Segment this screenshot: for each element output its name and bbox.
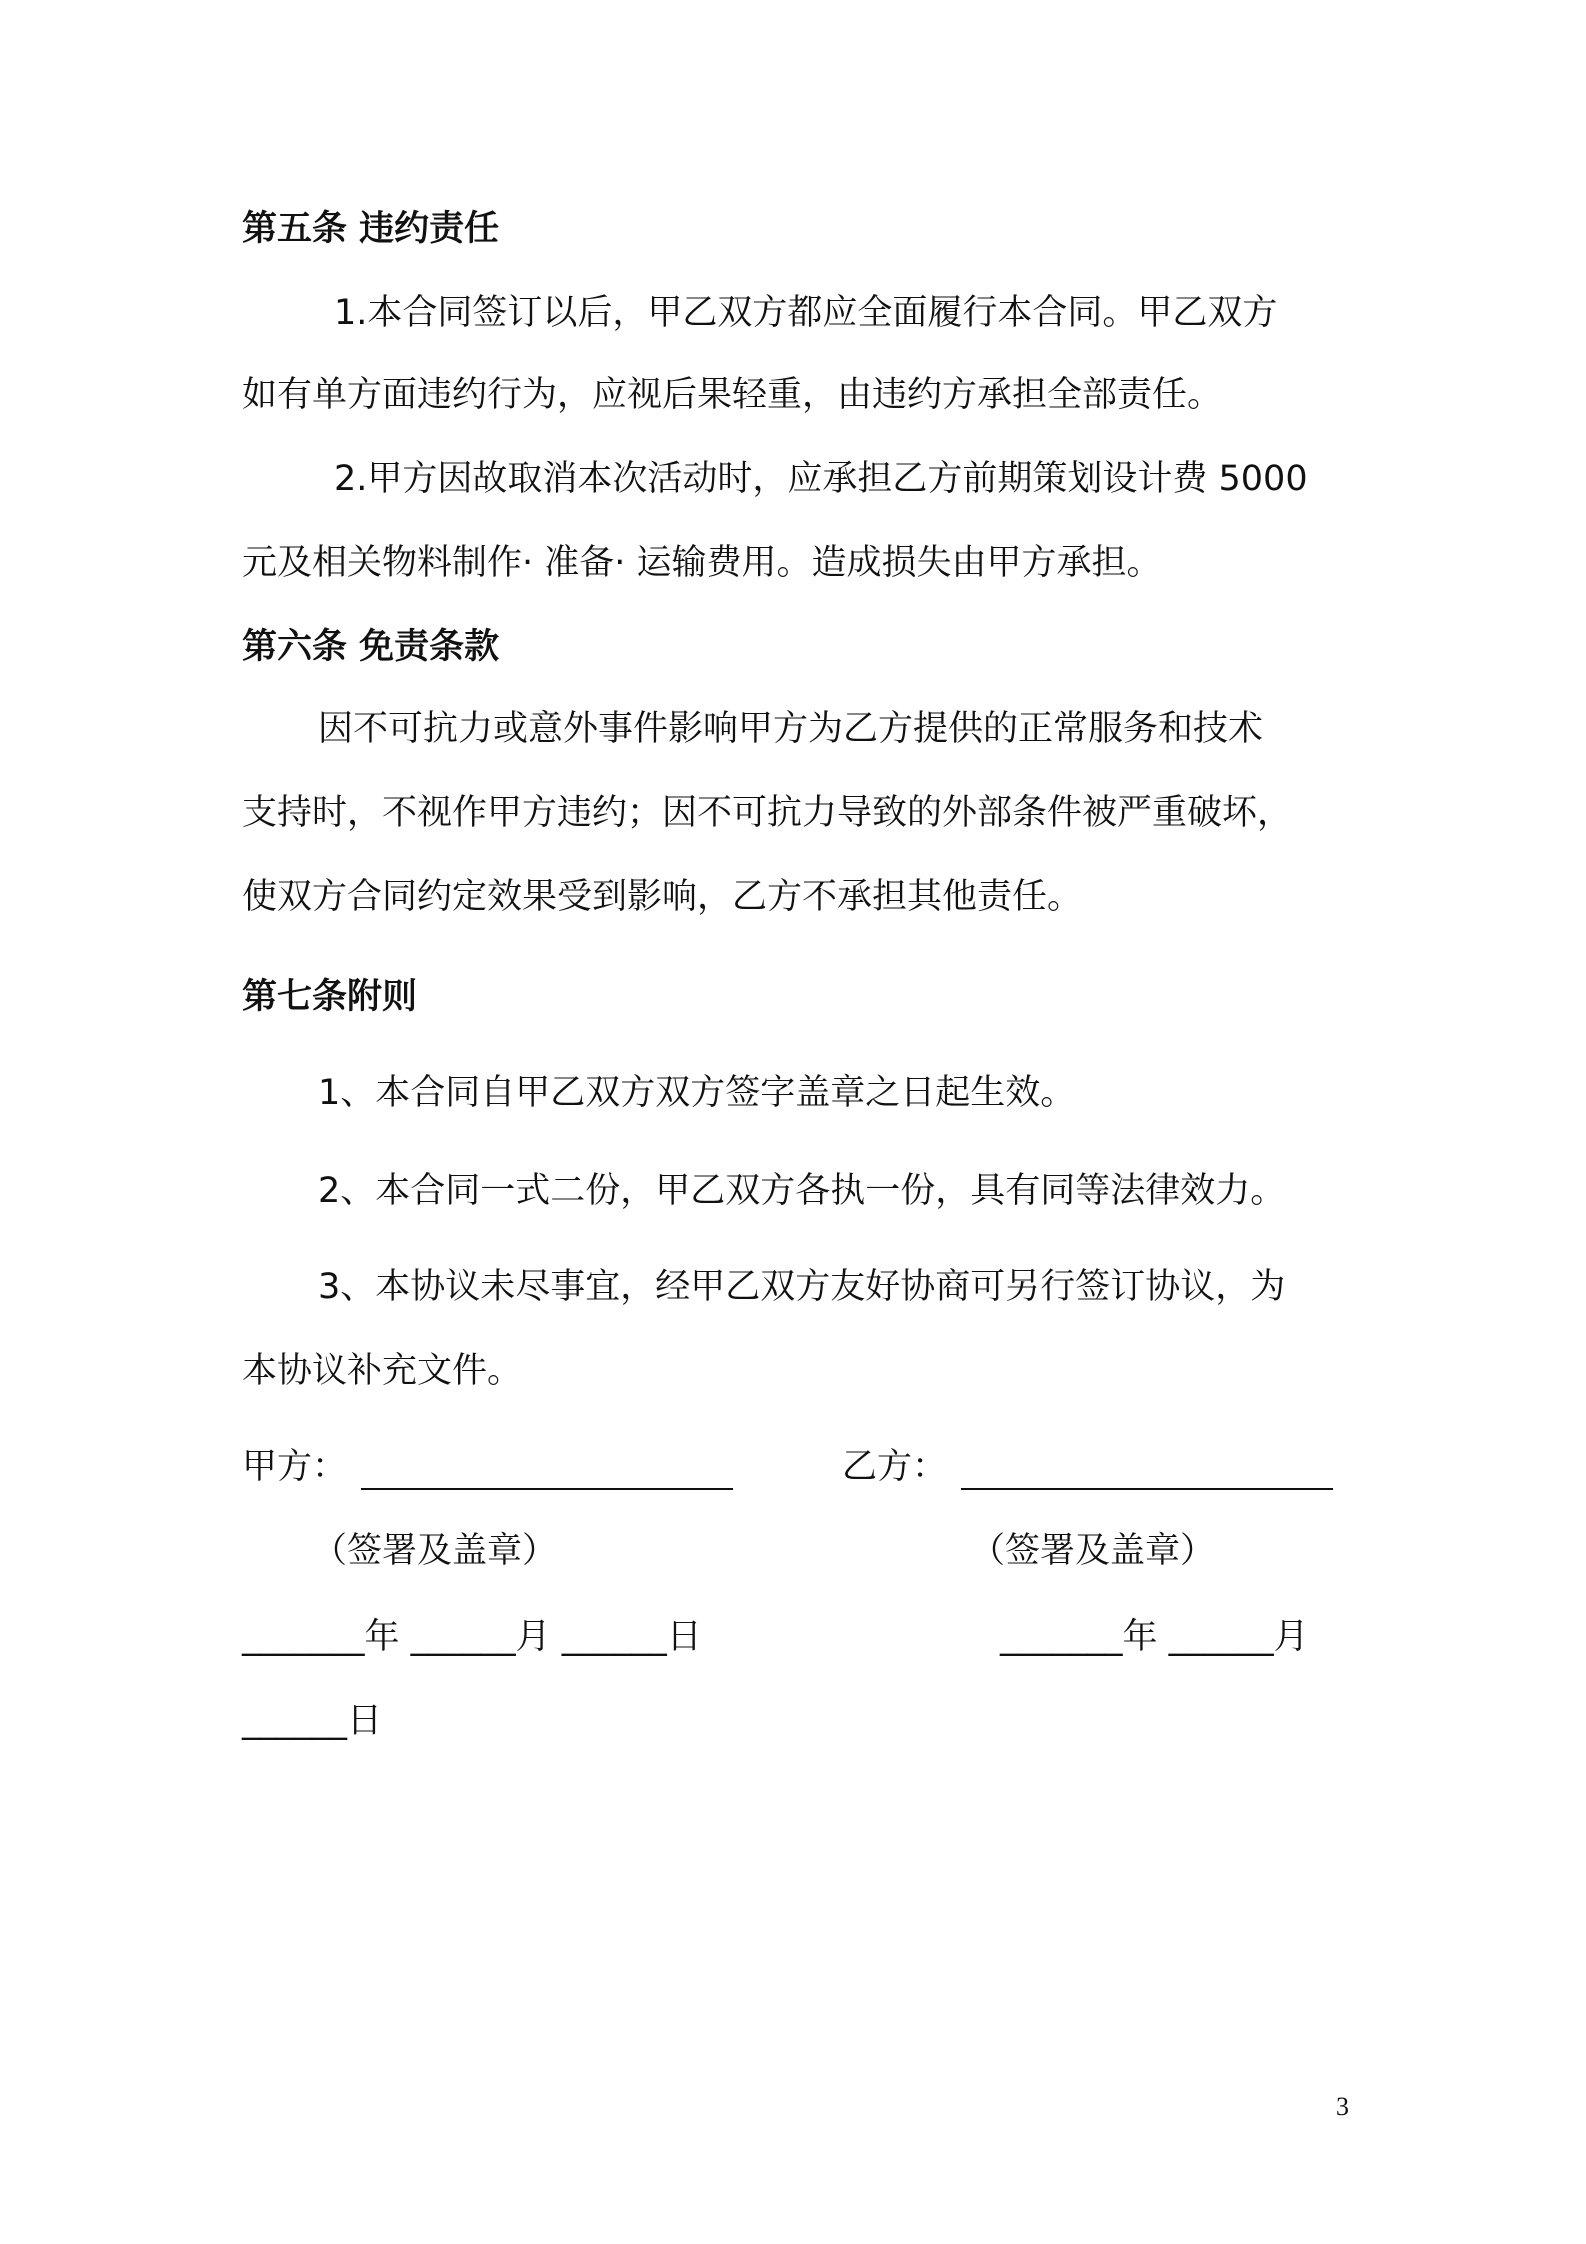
article5-clause2-line2: 元及相关物料制作· 准备· 运输费用。造成损失由甲方承担。 [242,543,1162,583]
article5-clause1-line1: 1.本合同签订以后，甲乙双方都应全面履行本合同。甲乙双方 [334,293,1278,333]
article6-heading: 第六条 免责条款 [242,627,500,667]
party-a-date: _______年 ______月 ______日 [242,1617,702,1657]
party-b-signature-row [842,1444,1333,1490]
article7-item3-line2: 本协议补充文件。 [242,1351,523,1391]
page-number: 3 [1336,2092,1349,2121]
article5-clause2-line1: 2.甲方因故取消本次活动时，应承担乙方前期策划设计费 5000 [334,459,1308,499]
article5-heading: 第五条 违约责任 [242,209,500,249]
party-b-date: _______年 ______月 [1000,1617,1309,1657]
article6-line3: 使双方合同约定效果受到影响，乙方不承担其他责任。 [242,877,1083,917]
party-b-signature-line [961,1450,1333,1490]
party-b-label: 乙方： [842,1447,948,1487]
party-a-signature-row [242,1444,733,1490]
party-a-signature-line [361,1450,733,1490]
party-a-label: 甲方： [242,1447,348,1487]
article7-item3-line1: 3、本协议未尽事宜，经甲乙双方友好协商可另行签订协议，为 [318,1267,1286,1307]
article7-item1: 1、本合同自甲乙双方双方签字盖章之日起生效。 [318,1073,1076,1113]
article5-clause1-line2: 如有单方面违约行为，应视后果轻重，由违约方承担全部责任。 [242,375,1223,415]
party-b-date-day: ______日 [242,1701,383,1741]
article7-item2: 2、本合同一式二份，甲乙双方各执一份，具有同等法律效力。 [318,1171,1286,1211]
article7-heading: 第七条附则 [242,977,418,1017]
party-b-seal-note: （签署及盖章） [970,1531,1216,1571]
article6-line2: 支持时，不视作甲方违约；因不可抗力导致的外部条件被严重破坏， [242,793,1293,833]
party-a-seal-note: （签署及盖章） [312,1531,558,1571]
article6-line1: 因不可抗力或意外事件影响甲方为乙方提供的正常服务和技术 [318,709,1264,749]
